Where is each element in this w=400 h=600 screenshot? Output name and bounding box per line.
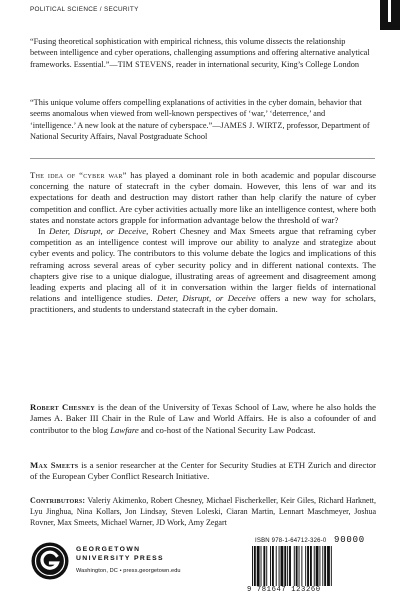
isbn-label: ISBN 978-1-64712-326-0 — [255, 538, 327, 544]
blog-name: Lawfare — [110, 424, 139, 435]
publisher-block — [76, 545, 181, 576]
author-name: Max Smeets — [30, 460, 79, 470]
description-text: has played a dominant role in both academic and popular discourse concerning the nature of statecraft in the cyber domain. However, this lens of war and its expectations for death and destruction may distort rather than help clarify the nature of cyber competition and conflict. Are cyber activities actually more like an intelligence contest, where both states and nonstate actors grapple for information advantage below the threshold of war? — [30, 170, 376, 225]
book-title: Deter, Disrupt, or Deceive — [157, 293, 256, 304]
category-label: POLITICAL SCIENCE / SECURITY — [30, 6, 139, 13]
publisher-name-line1: GEORGETOWN — [76, 546, 141, 553]
author-bio-chesney — [30, 402, 376, 436]
barcode-digits: 9 781647 123260 — [247, 586, 321, 594]
endorsement-quote-1 — [30, 36, 370, 70]
georgetown-logo-icon — [30, 541, 70, 581]
description-text: In — [38, 226, 50, 237]
publisher-name-line2: UNIVERSITY PRESS — [76, 555, 164, 562]
corner-mark-bar — [388, 0, 391, 22]
description-lead: The idea of “cyber war” — [30, 170, 127, 180]
quote-affiliation: reader in international security, King’s College London — [173, 59, 360, 69]
author-name: Robert Chesney — [30, 402, 96, 412]
corner-mark — [380, 0, 400, 30]
bio-text: is a senior researcher at the Center for Security Studies at ETH Zurich and director of the European Cyber Conflict Research Initiative. — [30, 460, 377, 482]
quote-text: “This unique volume offers compelling explanations of activities in the cyber domain, behavior that seems anomalous when viewed from well-known perspectives of ‘war,’ ‘deterrence,’ and ‘intelligence.’ A new look at the nature of cyberspace.” — [30, 98, 362, 130]
contributors-names: Valeriy Akimenko, Robert Chesney, Michael Fischerkeller, Keir Giles, Richard Harknett, Lyu Jinghua, Nina Kollars, Jon Lindsay, Steven Loleski, Ciaran Martin, Lennart Maschmeyer, Joshua Rovner, Max Smeets, Michael Warner, JD Work, Amy Zegart — [30, 496, 376, 528]
publisher-location: Washington, DC • press.georgetown.edu — [76, 568, 181, 574]
quote-author: —JAMES J. WIRTZ, — [212, 120, 285, 130]
description-paragraph-1 — [30, 170, 376, 226]
contributors-label: Contributors: — [30, 496, 86, 505]
bio-text: is the dean of the University of Texas School of Law, where he also holds the James A. Baker III Chair in the Rule of Law and World Affairs. He is also a cofounder of and contributor to the blog — [30, 402, 376, 435]
quote-affiliation: professor, Department of National Security Affairs, Naval Postgraduate School — [30, 120, 370, 142]
contributors-list — [30, 495, 376, 529]
book-title: Deter, Disrupt, or Deceive — [49, 226, 147, 237]
quote-author: —TIM STEVENS, — [109, 59, 174, 69]
bio-text: and co-host of the National Security Law Podcast. — [138, 424, 316, 435]
price-code: 90000 — [334, 535, 366, 545]
author-bio-smeets — [30, 460, 376, 483]
quote-text: “Fusing theoretical sophistication with empirical richness, this volume dissects the relationship between intelligence and cyber operations, challenging assumptions and offering alternative analytical frameworks. Essential.” — [30, 37, 370, 69]
description-text: , Robert Chesney and Max Smeets argue that reframing cyber competition as an intelligence contest will improve our ability to analyze and strategize about cyber events and policy. The contributors to this volume debate the logics and implications of this reframing across several areas of cyber security policy and in different national contexts. The chapters give rise to a unique dialogue, illustrating areas of agreement and disagreement among leading experts and placing all of it in conversation within the larger fields of international relations and intelligence studies. — [30, 226, 376, 304]
description-text: offers a new way for scholars, practitioners, and students to understand statecraft in the cyber domain. — [30, 293, 376, 315]
endorsement-quote-2 — [30, 97, 370, 143]
barcode-icon — [250, 546, 370, 588]
description-paragraph-2 — [30, 226, 376, 316]
book-description — [30, 170, 376, 316]
divider-rule — [30, 158, 375, 159]
